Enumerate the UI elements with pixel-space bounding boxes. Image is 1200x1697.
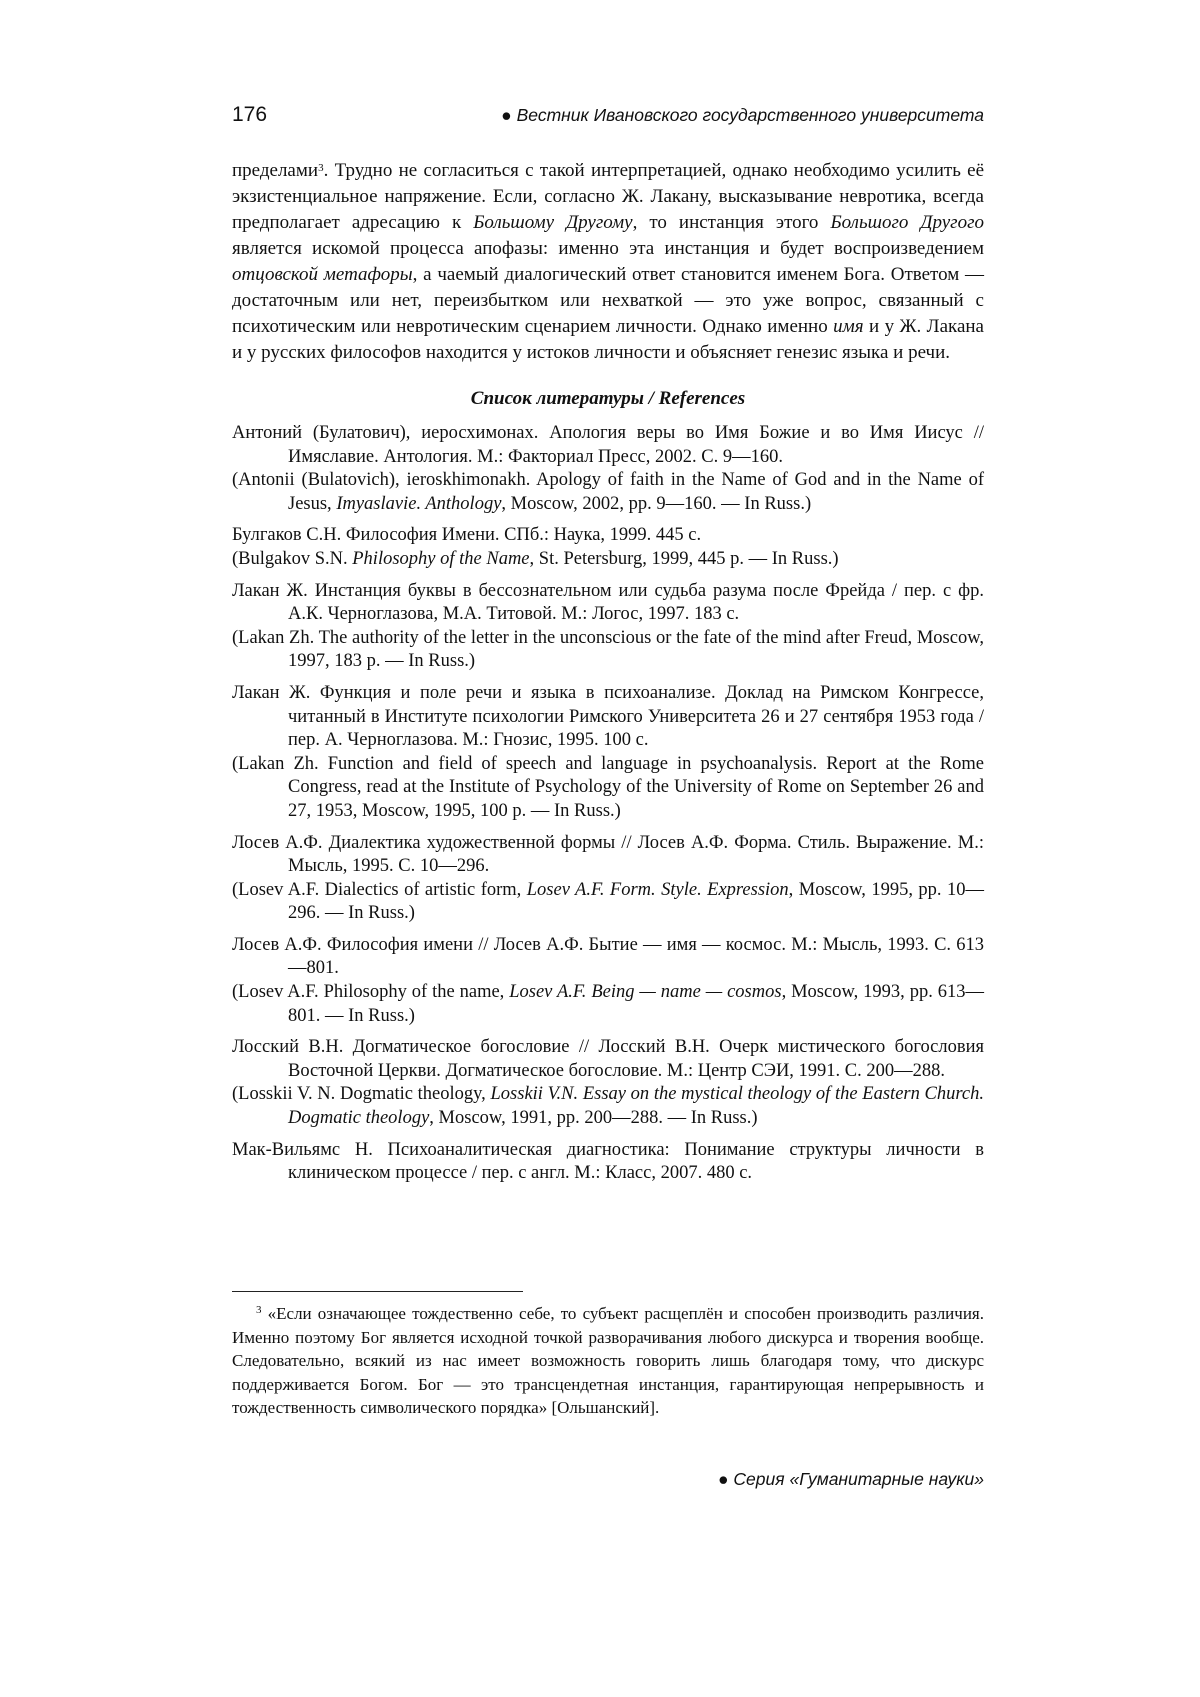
main-column (232, 158, 984, 1194)
footnote-marker: 3 (256, 1304, 262, 1316)
reference-list (232, 422, 984, 1186)
text-span: «Если означающее тождественно себе, то субъект расщеплён и способен производить различия. Именно поэтому Бог является исходной точкой разворачивания любого дискурса и творения вообще. Следовательно, всякий из нас имеет возможность говорить лишь благодаря тому, что дискурс поддерживается Богом. Бог — это трансцендетная инстанция, гарантирующая непрерывность и тождественность символического порядка» [Ольшанский]. (232, 1304, 984, 1417)
text-span: Булгаков С.Н. Философия Имени. СПб.: Наука, 1999. 445 с. (232, 525, 701, 545)
reference-original (232, 524, 984, 548)
text-span: (Lakan Zh. Function and field of speech and language in psychoanalysis. Report at the Rome Congress, read at the Institute of Psychology of the University of Rome on September 26 and 27, 1953, Moscow, 1995, 100 p. — In Russ.) (232, 754, 984, 821)
reference-entry (232, 832, 984, 926)
reference-original (232, 1139, 984, 1186)
italic-span: Большому Другому (473, 212, 632, 233)
journal-page (0, 0, 1200, 1697)
reference-original (232, 682, 984, 753)
reference-original (232, 422, 984, 469)
reference-original (232, 1036, 984, 1083)
page-number: 176 (232, 103, 267, 127)
reference-entry (232, 1139, 984, 1186)
text-span: и у Ж. Лакана и у русских философов находится у истоков личности и объясняет генезис языка и речи. (232, 316, 984, 363)
text-span: , Moscow, 2002, pp. 9—160. — In Russ.) (501, 494, 811, 514)
reference-original (232, 832, 984, 879)
reference-transliteration (232, 627, 984, 674)
text-span: , Moscow, 1993, pp. 613—801. — In Russ.) (288, 982, 984, 1026)
text-span: Антоний (Булатович), иеросхимонах. Апология веры во Имя Божие и во Имя Иисус // Имяславие. Антология. М.: Факториал Пресс, 2002. С. 9—160. (232, 423, 984, 467)
italic-span: отцовской метафоры (232, 264, 413, 285)
text-span: Мак-Вильямс Н. Психоаналитическая диагностика: Понимание структуры личности в клиническом процессе / пер. с англ. М.: Класс, 2007. 480 с. (232, 1140, 984, 1184)
reference-entry (232, 524, 984, 571)
reference-entry (232, 422, 984, 516)
running-header (232, 103, 984, 133)
text-span: Лосский В.Н. Догматическое богословие // Лосский В.Н. Очерк мистического богословия Восточной Церкви. Догматическое богословие. М.: Центр СЭИ, 1991. С. 200—288. (232, 1037, 984, 1081)
italic-span: Большого Другого (830, 212, 984, 233)
italic-span: Losskii V.N. Essay on the mystical theology of the Eastern Church. Dogmatic theology (288, 1084, 984, 1128)
text-span: (Losev A.F. Philosophy of the name, (232, 982, 509, 1002)
reference-transliteration (232, 1083, 984, 1130)
body-paragraph (232, 158, 984, 366)
journal-title: ● Вестник Ивановского государственного университета (501, 105, 984, 126)
reference-original (232, 580, 984, 627)
reference-transliteration (232, 981, 984, 1028)
text-span: , St. Petersburg, 1999, 445 p. — In Russ.) (530, 549, 839, 569)
reference-transliteration (232, 469, 984, 516)
italic-span: Imyaslavie. Anthology (336, 494, 501, 514)
text-span: пределами (232, 160, 318, 181)
reference-entry (232, 934, 984, 1028)
reference-entry (232, 1036, 984, 1130)
text-span: , Moscow, 1995, pp. 10—296. — In Russ.) (288, 880, 984, 924)
text-span: Лакан Ж. Инстанция буквы в бессознательном или судьба разума после Фрейда / пер. с фр. А.К. Черноглазова, М.А. Титовой. М.: Логос, 1997. 183 с. (232, 581, 984, 625)
text-span: , Moscow, 1991, pp. 200—288. — In Russ.) (429, 1108, 757, 1128)
text-span: является искомой процесса апофазы: именно эта инстанция и будет воспроизведением (232, 238, 984, 259)
reference-original (232, 934, 984, 981)
series-footer: ● Серия «Гуманитарные науки» (718, 1469, 984, 1490)
footnote (232, 1302, 984, 1420)
text-span: (Antonii (Bulatovich), ieroskhimonakh. Apology of faith in the Name of God and in the Name of Jesus, (232, 470, 984, 514)
text-span: (Losev A.F. Dialectics of artistic form, (232, 880, 527, 900)
text-span: Лакан Ж. Функция и поле речи и языка в психоанализе. Доклад на Римском Конгрессе, читанный в Институте психологии Римского Университета 26 и 27 сентября 1953 года / пер. А. Черноглазова. М.: Гнозис, 1995. 100 с. (232, 683, 984, 750)
reference-entry (232, 580, 984, 674)
reference-transliteration (232, 548, 984, 572)
text-span: (Lakan Zh. The authority of the letter in the unconscious or the fate of the mind after Freud, Moscow, 1997, 183 p. — In Russ.) (232, 628, 984, 672)
text-span: , а чаемый диалогический ответ становится именем Бога. Ответом — достаточным или нет, переизбытком или нехваткой — это уже вопрос, связанный с психотическим или невротическим сценарием личности. Однако именно (232, 264, 984, 337)
text-span: , то инстанция этого (633, 212, 831, 233)
italic-span: Losev A.F. Form. Style. Expression (527, 880, 789, 900)
text-span: (Losskii V. N. Dogmatic theology, (232, 1084, 491, 1104)
footnote-marker: 3 (318, 162, 324, 174)
reference-transliteration (232, 753, 984, 824)
references-title: Список литературы / References (232, 386, 984, 412)
italic-span: Losev A.F. Being — name — cosmos (509, 982, 781, 1002)
reference-entry (232, 682, 984, 824)
text-span: Лосев А.Ф. Диалектика художественной формы // Лосев А.Ф. Форма. Стиль. Выражение. М.: Мысль, 1995. С. 10—296. (232, 833, 984, 877)
footnote-divider (232, 1291, 523, 1292)
italic-span: Philosophy of the Name (352, 549, 529, 569)
italic-span: имя (833, 316, 863, 337)
text-span: (Bulgakov S.N. (232, 549, 352, 569)
text-span: . Трудно не согласиться с такой интерпретацией, однако необходимо усилить её экзистенциальное напряжение. Если, согласно Ж. Лакану, высказывание невротика, всегда предполагает адресацию к (232, 160, 984, 233)
reference-transliteration (232, 879, 984, 926)
text-span: Лосев А.Ф. Философия имени // Лосев А.Ф. Бытие — имя — космос. М.: Мысль, 1993. С. 613—801. (232, 935, 984, 979)
